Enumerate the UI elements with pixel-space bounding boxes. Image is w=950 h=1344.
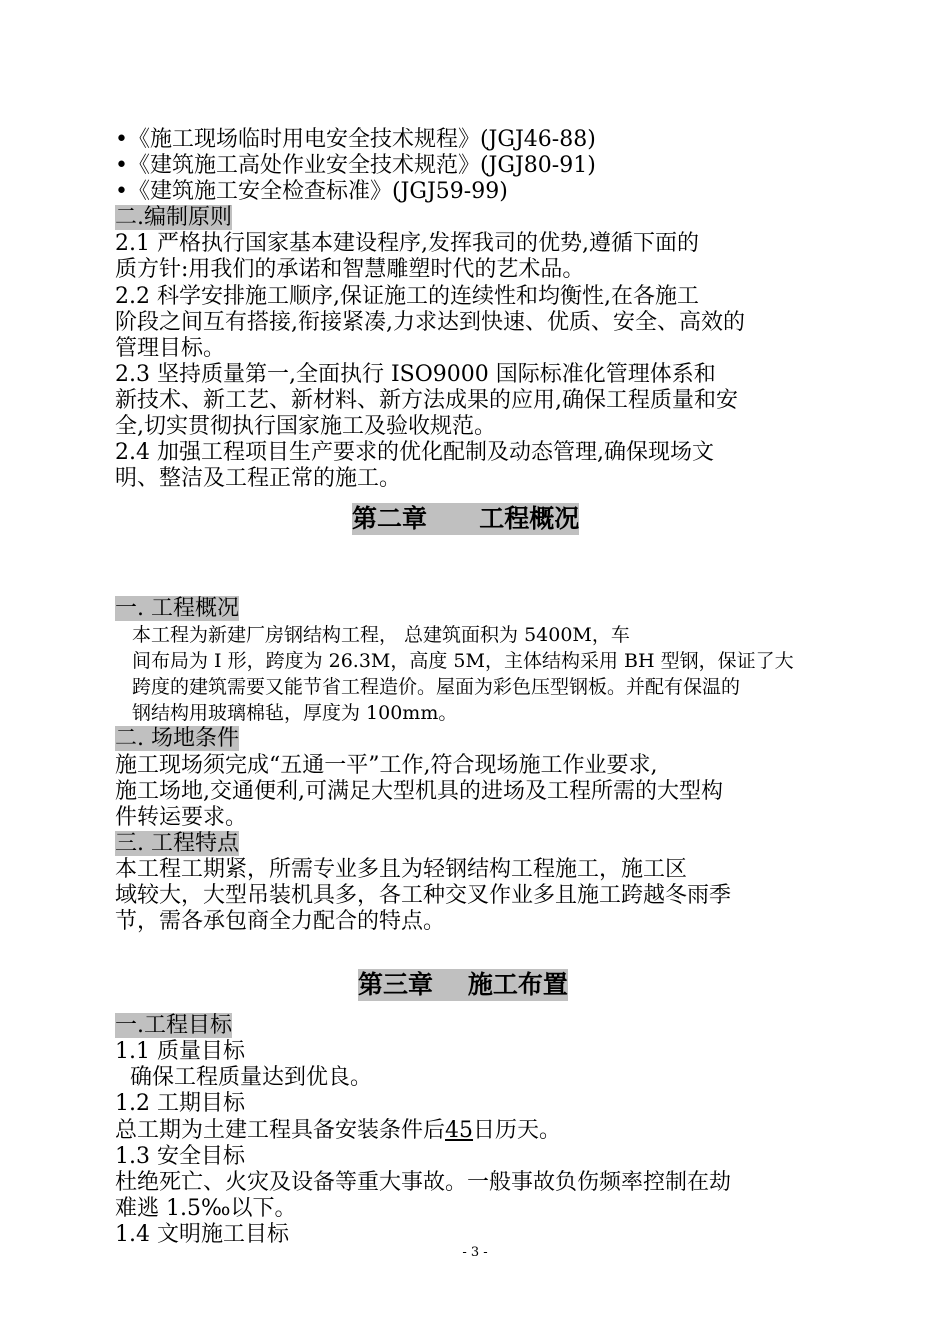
paragraph-line: 杜绝死亡、火灾及设备等重大事故。一般事故负伤频率控制在劫	[115, 1170, 732, 1195]
section-heading: 一.工程目标	[115, 1013, 232, 1038]
paragraph-line: 件转运要求。	[115, 805, 248, 830]
paragraph-line: 全,切实贯彻执行国家施工及验收规范。	[115, 414, 496, 439]
section-heading: 二. 场地条件	[115, 726, 239, 751]
paragraph-line: 确保工程质量达到优良。	[130, 1065, 373, 1090]
paragraph-line: 2.1 严格执行国家基本建设程序,发挥我司的优势,遵循下面的	[115, 231, 699, 256]
subsection-title: 1.4 文明施工目标	[115, 1222, 289, 1247]
period-suffix: 日历天。	[473, 1118, 562, 1143]
period-days: 45	[445, 1118, 474, 1143]
paragraph-line: 本工程工期紧，所需专业多且为轻钢结构工程施工，施工区	[115, 857, 688, 882]
paragraph-line: 施工场地,交通便利,可满足大型机具的进场及工程所需的大型构	[115, 779, 723, 804]
subsection-title: 1.3 安全目标	[115, 1144, 245, 1169]
paragraph-line: 2.3 坚持质量第一,全面执行 ISO9000 国际标准化管理体系和	[115, 362, 716, 387]
paragraph-line: 质方针:用我们的承诺和智慧雕塑时代的艺术品。	[115, 257, 585, 282]
reference-item: •《施工现场临时用电安全技术规程》(JGJ46-88)	[115, 127, 596, 152]
period-prefix: 总工期为土建工程具备安装条件后	[115, 1118, 446, 1143]
paragraph-line: 2.4 加强工程项目生产要求的优化配制及动态管理,确保现场文	[115, 440, 714, 465]
section-heading: 二.编制原则	[115, 205, 232, 230]
subsection-title: 1.2 工期目标	[115, 1091, 245, 1116]
page-number: - 3 -	[462, 1245, 488, 1260]
paragraph-line: 新技术、新工艺、新材料、新方法成果的应用,确保工程质量和安	[115, 388, 738, 413]
paragraph-line: 钢结构用玻璃棉毡，厚度为 100mm。	[132, 702, 458, 724]
reference-item: •《建筑施工高处作业安全技术规范》(JGJ80-91)	[115, 153, 596, 178]
paragraph-line: 跨度的建筑需要又能节省工程造价。屋面为彩色压型钢板。并配有保温的	[132, 676, 741, 698]
chapter-title: 第三章 施工布置	[358, 970, 568, 999]
paragraph-line: 间布局为 I 形，跨度为 26.3M，高度 5M，主体结构采用 BH 型钢，保证了大	[132, 650, 794, 672]
paragraph-line: 2.2 科学安排施工顺序,保证施工的连续性和均衡性,在各施工	[115, 284, 699, 309]
paragraph-line: 本工程为新建厂房钢结构工程， 总建筑面积为 5400M，车	[132, 624, 630, 646]
paragraph-line: 明、整洁及工程正常的施工。	[115, 466, 402, 491]
section-heading: 一. 工程概况	[115, 596, 239, 621]
paragraph-line: 施工现场须完成“五通一平”工作,符合现场施工作业要求,	[115, 753, 658, 778]
section-heading: 三. 工程特点	[115, 831, 239, 856]
paragraph-line: 难逃 1.5‰以下。	[115, 1196, 297, 1221]
paragraph-line: 域较大，大型吊装机具多，各工种交叉作业多且施工跨越冬雨季	[115, 883, 732, 908]
paragraph-line	[115, 1118, 561, 1144]
paragraph-line: 节，需各承包商全力配合的特点。	[115, 909, 446, 934]
paragraph-line: 阶段之间互有搭接,衔接紧凑,力求达到快速、优质、安全、高效的	[115, 310, 745, 335]
paragraph-line: 管理目标。	[115, 336, 226, 361]
reference-item: •《建筑施工安全检查标准》(JGJ59-99)	[115, 179, 508, 204]
subsection-title: 1.1 质量目标	[115, 1039, 245, 1064]
chapter-title: 第二章 工程概况	[352, 504, 580, 533]
